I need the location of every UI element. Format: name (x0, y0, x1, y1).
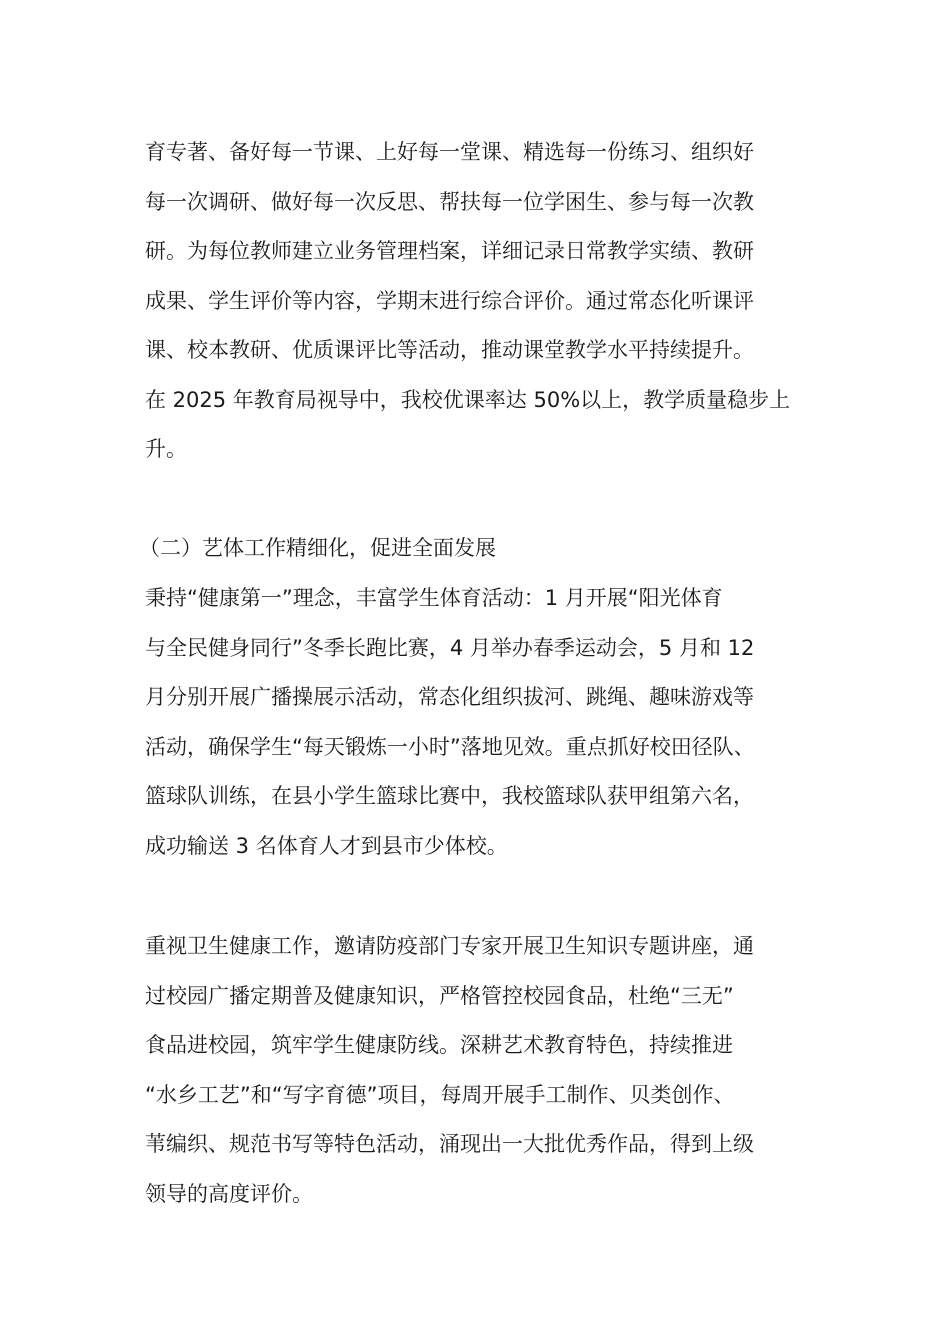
text-line: 研。为每位教师建立业务管理档案，详细记录日常教学实绩、教研 (145, 239, 754, 263)
text-line: 与全民健身同行”冬季长跑比赛，4 月举办春季运动会，5 月和 12 (145, 635, 755, 660)
text-line: 成功输送 3 名体育人才到县市少体校。 (145, 833, 508, 858)
paragraph-health-arts (145, 922, 845, 1219)
text-line: 每一次调研、做好每一次反思、帮扶每一位学困生、参与每一次教 (145, 189, 754, 214)
section-heading-text: （二）艺体工作精细化，促进全面发展 (139, 536, 496, 560)
text-line: 在 2025 年教育局视导中，我校优课率达 50%以上，教学质量稳步上 (145, 387, 791, 412)
section-heading (139, 524, 845, 574)
text-line: 领导的高度评价。 (145, 1181, 313, 1206)
text-line: 活动，确保学生“每天锻炼一小时”落地见效。重点抓好校田径队、 (145, 734, 755, 759)
text-line: 食品进校园，筑牢学生健康防线。深耕艺术教育特色，持续推进 (145, 1033, 733, 1057)
text-line: 秉持“健康第一”理念，丰富学生体育活动：1 月开展“阳光体育 (145, 586, 723, 610)
text-line: 苇编织、规范书写等特色活动，涌现出一大批优秀作品，得到上级 (145, 1132, 754, 1156)
text-line: 成果、学生评价等内容，学期末进行综合评价。通过常态化听课评 (145, 288, 754, 313)
paragraph-teaching-quality (145, 128, 845, 475)
text-line: 课、校本教研、优质课评比等活动，推动课堂教学水平持续提升。 (145, 338, 754, 362)
text-line: 月分别开展广播操展示活动，常态化组织拔河、跳绳、趣味游戏等 (145, 685, 754, 709)
text-line: 过校园广播定期普及健康知识，严格管控校园食品，杜绝“三无” (145, 983, 734, 1008)
text-line: 育专著、备好每一节课、上好每一堂课、精选每一份练习、组织好 (145, 140, 754, 164)
text-line: 升。 (145, 437, 187, 461)
paragraph-sports-activities (145, 574, 845, 871)
text-line: 重视卫生健康工作，邀请防疫部门专家开展卫生知识专题讲座，通 (145, 934, 754, 958)
text-line: “水乡工艺”和“写字育德”项目，每周开展手工制作、贝类创作、 (145, 1082, 735, 1107)
text-line: 篮球队训练，在县小学生篮球比赛中，我校篮球队获甲组第六名， (145, 784, 754, 808)
